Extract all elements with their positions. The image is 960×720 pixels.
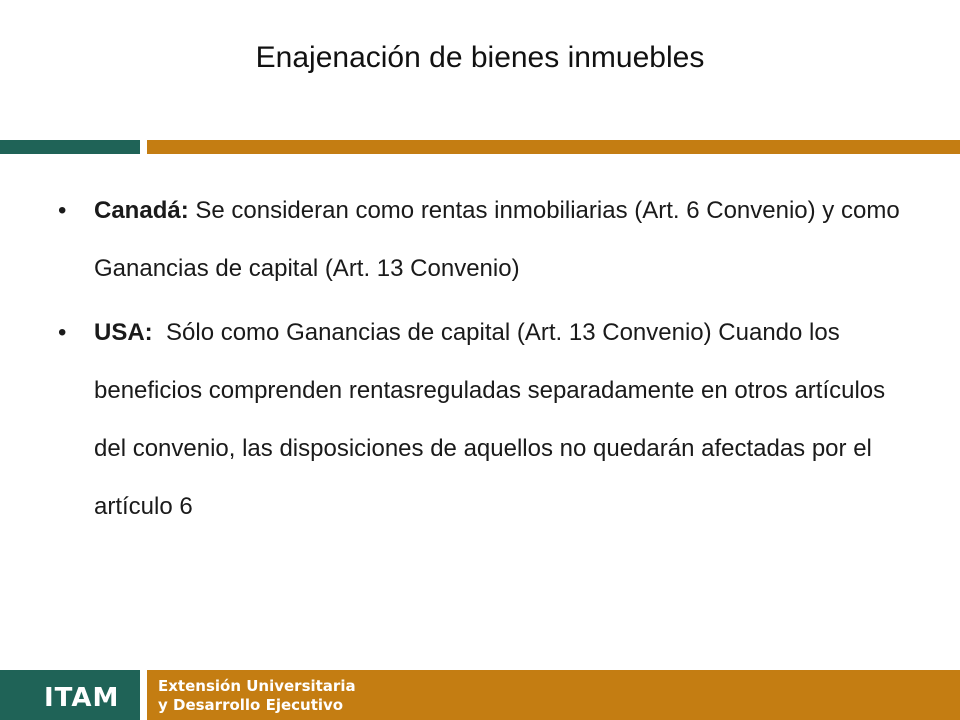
bullet-item-canada xyxy=(56,182,916,298)
footer-caption xyxy=(158,677,356,715)
bullet-lead-usa: USA: xyxy=(94,319,153,346)
header-rule-green xyxy=(0,140,140,154)
itam-logo xyxy=(44,683,132,713)
itam-logo-text: ITAM xyxy=(44,683,120,713)
footer-line-2: y Desarrollo Ejecutivo xyxy=(158,696,344,714)
bullet-text-canada: Se consideran como rentas inmobiliarias (Art. 6 Convenio) y como Ganancias de capital (Art. 13 Convenio) xyxy=(94,197,907,282)
header-rule-gold xyxy=(147,140,960,154)
bullet-marker: • xyxy=(58,197,67,224)
bullet-lead-canada: Canadá: xyxy=(94,197,189,224)
footer-line-1: Extensión Universitaria xyxy=(158,677,356,695)
bullet-item-usa xyxy=(56,304,916,536)
slide-title: Enajenación de bienes inmuebles xyxy=(255,41,705,74)
bullet-marker: • xyxy=(58,319,67,346)
bullet-list xyxy=(56,182,916,542)
bullet-text-usa: Sólo como Ganancias de capital (Art. 13 Convenio) Cuando los beneficios comprenden rentasreguladas separadamente en otros artículos del convenio, las disposiciones de aquellos no quedarán afectadas por el artículo 6 xyxy=(94,319,892,520)
